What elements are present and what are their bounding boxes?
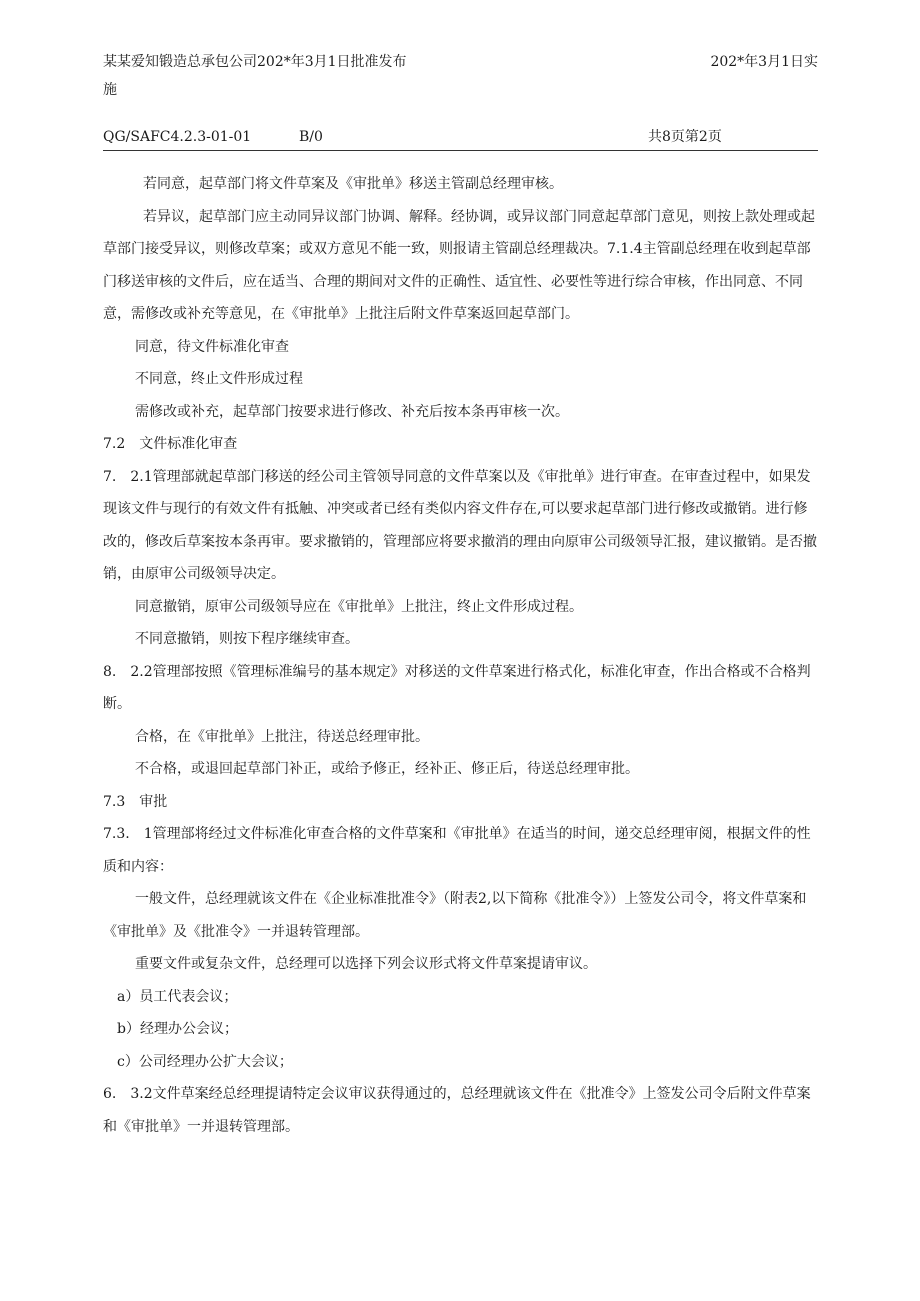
paragraph-unqualified: 不合格，或退回起草部门补正，或给予修正，经补正、修正后，待送总经理审批。 [135, 761, 639, 777]
publish-header [103, 47, 818, 107]
section-heading-7-2: 7.2 文件标准化审查 [103, 436, 238, 452]
paragraph-disagree-revoke: 不同意撤销，则按下程序继续审查。 [135, 631, 359, 647]
publish-effective-text: 202*年3月1日实 [710, 54, 818, 70]
paragraph-7-2-1: 7. 2.1管理部就起草部门移送的经公司主管领导同意的文件草案以及《审批单》进行审查。在审查过程中，如果发现该文件与现行的有效文件有抵触、冲突或者已经有类似内容文件存在,可以要求起草部门进行修改或撤销。进行修改的，修改后草案按本条再审。要求撤销的，管理部应将要求撤消的理由向原审公司级领导汇报，建议撤销。是否撤销，由原审公司级领导决定。 [103, 468, 817, 582]
document-code-bar [103, 124, 818, 151]
paragraph-7-3-1: 7.3. 1管理部将经过文件标准化审查合格的文件草案和《审批单》在适当的时间，递交总经理审阅，根据文件的性质和内容： [103, 826, 811, 875]
paragraph-7-3-2: 6. 3.2文件草案经总经理提请特定会议审议获得通过的，总经理就该文件在《批准令》上签发公司令后附文件草案和《审批单》一并退转管理部。 [103, 1086, 811, 1135]
page-info: 共8页第2页 [648, 129, 722, 145]
list-item-a: a）员工代表会议； [117, 988, 238, 1005]
publish-approval-text: 某某爱知锻造总承包公司202*年3月1日批准发布 [103, 54, 407, 70]
paragraph-disagree-terminate: 不同意，终止文件形成过程 [135, 371, 303, 387]
list-item-c: c）公司经理办公扩大会议； [117, 1053, 293, 1070]
section-heading-7-3: 7.3 审批 [103, 793, 168, 810]
revision-number: B/0 [299, 129, 323, 145]
publish-effective-wrap-text: 施 [103, 82, 117, 98]
paragraph-qualified: 合格，在《审批单》上批注，待送总经理审批。 [135, 728, 429, 745]
paragraph-agree-standardize: 同意，待文件标准化审查 [135, 338, 289, 355]
paragraph-modify-supplement: 需修改或补充，起草部门按要求进行修改、补充后按本条再审核一次。 [135, 403, 569, 420]
document-code: QG/SAFC4.2.3-01-01 [103, 129, 252, 145]
paragraph-objection: 若异议，起草部门应主动同异议部门协调、解释。经协调，或异议部门同意起草部门意见，则按上款处理或起草部门接受异议，则修改草案；或双方意见不能一致，则报请主管副总经理裁决。7.1.4主管副总经理在收到起草部门移送审核的文件后，应在适当、合理的期间对文件的正确性、适宜性、必要性等进行综合审核，作出同意、不同意，需修改或补充等意见，在《审批单》上批注后附文件草案返回起草部门。 [103, 208, 815, 322]
paragraph-7-2-2: 8. 2.2管理部按照《管理标准编号的基本规定》对移送的文件草案进行格式化，标准化审查，作出合格或不合格判断。 [103, 663, 811, 712]
paragraph-agree-revoke: 同意撤销，原审公司级领导应在《审批单》上批注，终止文件形成过程。 [135, 598, 583, 615]
paragraph-important-document: 重要文件或复杂文件，总经理可以选择下列会议形式将文件草案提请审议。 [135, 956, 597, 972]
paragraph-agree-draft: 若同意，起草部门将文件草案及《审批单》移送主管副总经理审核。 [143, 176, 563, 192]
list-item-b: b）经理办公会议； [117, 1021, 238, 1037]
document-body [103, 168, 819, 1143]
paragraph-general-document: 一般文件，总经理就该文件在《企业标准批准令》（附表2,以下简称《批准令》）上签发公司令，将文件草案和《审批单》及《批准令》一并退转管理部。 [103, 891, 807, 940]
